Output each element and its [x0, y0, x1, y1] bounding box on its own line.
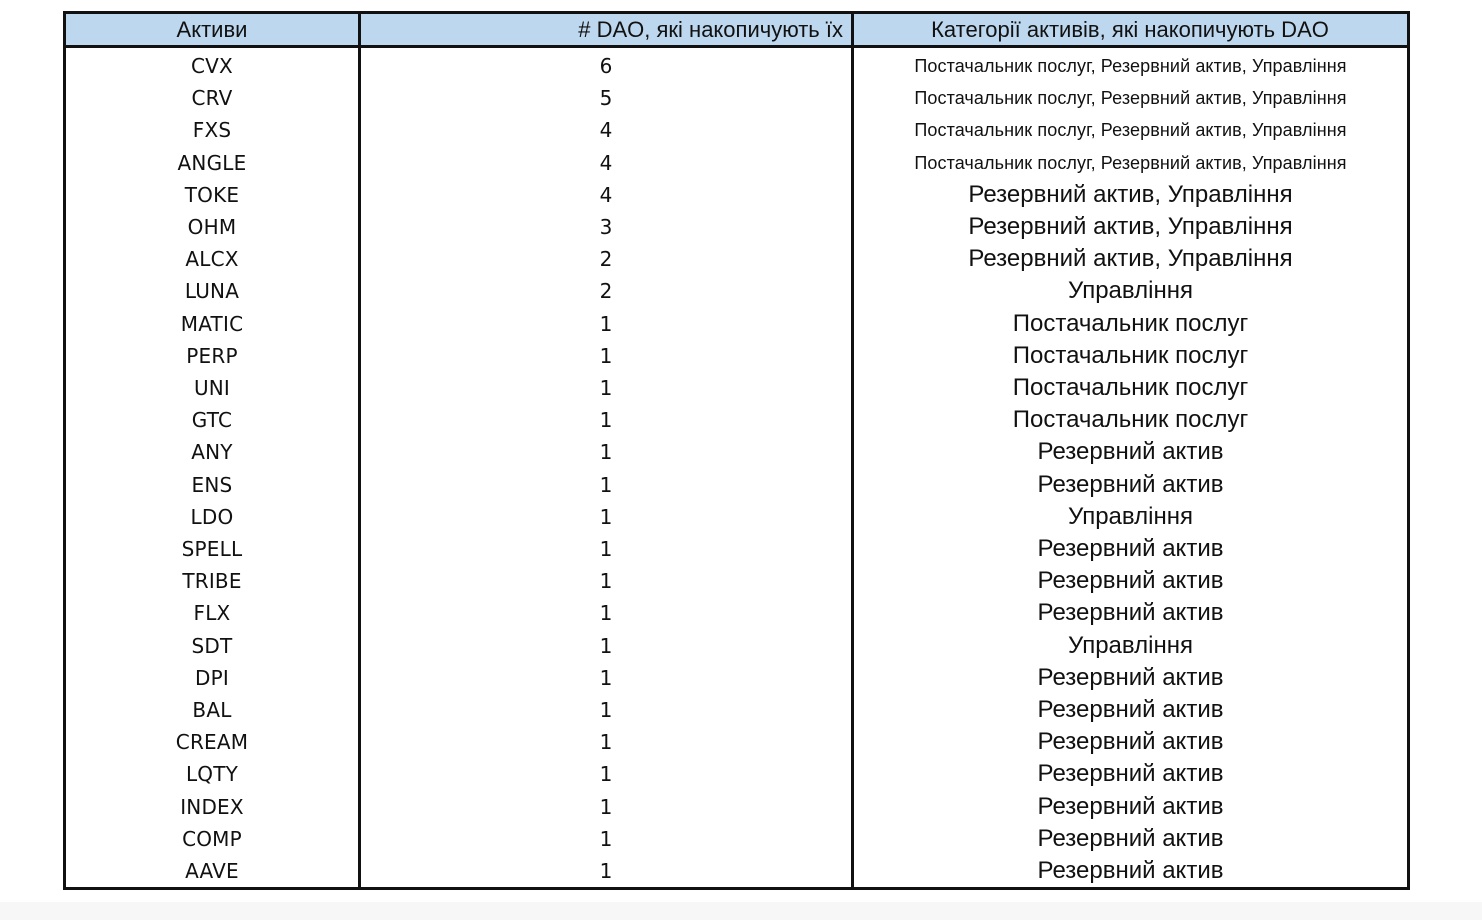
- table-row: [66, 791, 1407, 823]
- categories-cell: Резервний актив, Управління: [968, 180, 1293, 208]
- categories-cell: Резервний актив: [1037, 470, 1224, 498]
- categories-cell: Резервний актив: [1037, 857, 1224, 884]
- dao-count-cell: 4: [599, 182, 613, 207]
- asset-cell: UNI: [193, 376, 231, 400]
- asset-cell: BAL: [192, 698, 232, 722]
- dao-count-cell: 1: [599, 569, 613, 594]
- asset-cell: LDO: [190, 504, 234, 529]
- header-categories: Категорії активів, які накопичують DAO: [931, 17, 1329, 42]
- dao-count-cell: 1: [599, 698, 613, 722]
- asset-cell: OHM: [187, 215, 237, 239]
- categories-cell: Резервний актив: [1037, 438, 1224, 466]
- asset-cell: PERP: [186, 343, 238, 368]
- dao-count-cell: 1: [599, 601, 613, 626]
- dao-count-cell: 1: [599, 343, 613, 368]
- dao-count-cell: 2: [599, 279, 613, 304]
- asset-cell: SDT: [191, 633, 233, 658]
- dao-count-cell: 1: [599, 408, 613, 433]
- asset-cell: ANGLE: [177, 150, 247, 175]
- categories-cell: Постачальник послуг: [1012, 341, 1249, 369]
- categories-cell: Резервний актив, Управління: [968, 245, 1293, 273]
- categories-cell: Резервний актив: [1037, 567, 1224, 595]
- asset-cell: ALCX: [185, 247, 239, 272]
- page-bottom-band: [0, 902, 1482, 920]
- asset-cell: SPELL: [181, 537, 243, 561]
- table-row: [66, 147, 1407, 179]
- table-row: [66, 533, 1407, 565]
- table-header: [66, 14, 1407, 48]
- dao-count-cell: 2: [599, 247, 613, 272]
- categories-cell: Постачальник послуг, Резервний актив, Управління: [914, 152, 1347, 173]
- table-row: [66, 597, 1407, 629]
- categories-cell: Резервний актив: [1037, 663, 1224, 691]
- table-row: [66, 82, 1407, 114]
- dao-count-cell: 3: [599, 215, 613, 239]
- dao-count-cell: 1: [599, 376, 613, 400]
- dao-count-cell: 4: [599, 118, 613, 143]
- dao-count-cell: 1: [599, 633, 613, 658]
- asset-cell: CVX: [191, 54, 233, 78]
- asset-cell: ANY: [191, 440, 233, 465]
- asset-cell: COMP: [182, 826, 242, 851]
- categories-cell: Постачальник послуг, Резервний актив, Управління: [914, 120, 1347, 141]
- dao-count-cell: 1: [599, 794, 613, 819]
- table-row: [66, 823, 1407, 855]
- asset-cell: ENS: [191, 472, 233, 497]
- table-row: [66, 662, 1407, 694]
- dao-count-cell: 4: [599, 150, 613, 175]
- header-dao-count: # DAO, які накопичують їх: [578, 17, 843, 42]
- dao-assets-table: [63, 11, 1410, 890]
- header-assets: Активи: [176, 17, 248, 42]
- categories-cell: Резервний актив: [1037, 599, 1224, 627]
- table-row: [66, 469, 1407, 501]
- asset-cell: MATIC: [180, 311, 244, 336]
- dao-count-cell: 1: [599, 859, 613, 883]
- table-row: [66, 50, 1407, 82]
- table-row: [66, 340, 1407, 372]
- table-row: [66, 372, 1407, 404]
- categories-cell: Резервний актив: [1037, 728, 1224, 756]
- categories-cell: Постачальник послуг: [1012, 374, 1249, 401]
- dao-count-cell: 6: [599, 54, 613, 78]
- table-row: [66, 726, 1407, 758]
- asset-cell: DPI: [195, 665, 229, 690]
- categories-cell: Постачальник послуг, Резервний актив, Управління: [914, 88, 1347, 109]
- categories-cell: Управління: [1068, 502, 1193, 530]
- categories-cell: Резервний актив: [1037, 696, 1224, 723]
- asset-cell: CREAM: [175, 730, 249, 755]
- table-row: [66, 694, 1407, 726]
- dao-count-cell: 1: [599, 762, 613, 787]
- table-row: [66, 308, 1407, 340]
- categories-cell: Резервний актив: [1037, 824, 1224, 852]
- table-row: [66, 501, 1407, 533]
- dao-count-cell: 1: [599, 537, 613, 561]
- asset-cell: TRIBE: [182, 569, 242, 594]
- categories-cell: Постачальник послуг, Резервний актив, Управління: [914, 56, 1347, 76]
- dao-count-cell: 1: [599, 440, 613, 465]
- asset-cell: LUNA: [184, 279, 240, 304]
- asset-cell: TOKE: [184, 182, 240, 207]
- table-row: [66, 179, 1407, 211]
- dao-count-cell: 1: [599, 311, 613, 336]
- asset-cell: INDEX: [180, 794, 244, 819]
- categories-cell: Резервний актив: [1037, 535, 1224, 562]
- asset-cell: FXS: [192, 118, 232, 143]
- asset-cell: FLX: [193, 601, 231, 626]
- dao-count-cell: 1: [599, 826, 613, 851]
- categories-cell: Управління: [1068, 631, 1193, 659]
- table-row: [66, 630, 1407, 662]
- table-row: [66, 114, 1407, 146]
- dao-count-cell: 1: [599, 730, 613, 755]
- asset-cell: LQTY: [185, 762, 239, 787]
- table-row: [66, 855, 1407, 887]
- table-row: [66, 436, 1407, 468]
- categories-cell: Резервний актив: [1037, 760, 1224, 788]
- table-row: [66, 243, 1407, 275]
- categories-cell: Резервний актив, Управління: [968, 213, 1293, 240]
- dao-count-cell: 1: [599, 472, 613, 497]
- categories-cell: Постачальник послуг: [1012, 406, 1249, 434]
- categories-cell: Управління: [1068, 277, 1193, 305]
- asset-cell: CRV: [191, 86, 233, 111]
- categories-cell: Постачальник послуг: [1012, 309, 1249, 337]
- table-row: [66, 758, 1407, 790]
- asset-cell: AAVE: [185, 859, 239, 883]
- dao-count-cell: 5: [599, 86, 613, 111]
- table-row: [66, 565, 1407, 597]
- asset-cell: GTC: [191, 408, 233, 433]
- categories-cell: Резервний актив: [1037, 792, 1224, 820]
- dao-count-cell: 1: [599, 504, 613, 529]
- table-row: [66, 275, 1407, 307]
- table-row: [66, 211, 1407, 243]
- table-row: [66, 404, 1407, 436]
- dao-count-cell: 1: [599, 665, 613, 690]
